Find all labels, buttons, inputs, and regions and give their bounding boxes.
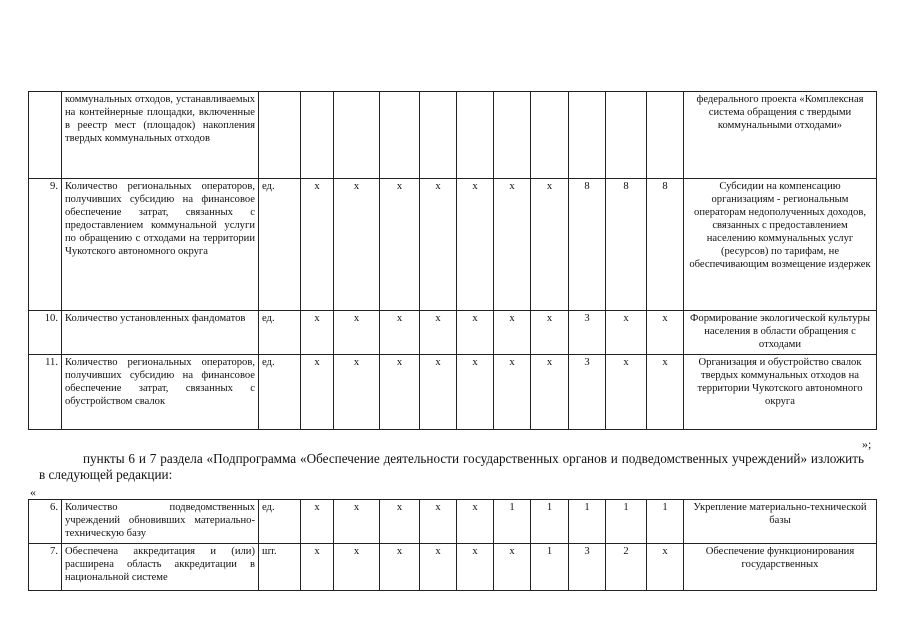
value-cell: 1 <box>531 544 569 591</box>
value-cell: х <box>606 355 647 430</box>
value-cell: х <box>494 355 531 430</box>
value-cell: х <box>494 311 531 355</box>
amendment-instruction: пункты 6 и 7 раздела «Подпрограмма «Обеспечение деятельности государственных органов и подведомственных учреждений» изложить в следующей редакции: <box>39 451 864 482</box>
indicator-description: Количество подведомственных учреждений обновивших материально-техническую базу <box>62 500 259 544</box>
table-row <box>29 544 877 591</box>
value-cell <box>494 92 531 179</box>
unit-cell: шт. <box>259 544 301 591</box>
value-cell: 8 <box>647 179 684 311</box>
unit-cell <box>259 92 301 179</box>
value-cell: х <box>420 311 457 355</box>
value-cell: х <box>420 500 457 544</box>
value-cell: х <box>420 179 457 311</box>
value-cell <box>531 92 569 179</box>
value-cell: х <box>334 500 380 544</box>
value-cell: х <box>301 500 334 544</box>
table-row <box>29 92 877 179</box>
table-row <box>29 311 877 355</box>
value-cell: х <box>301 179 334 311</box>
value-cell: 8 <box>569 179 606 311</box>
value-cell: 3 <box>569 311 606 355</box>
value-cell: 1 <box>494 500 531 544</box>
value-cell: х <box>334 179 380 311</box>
value-cell: 1 <box>647 500 684 544</box>
value-cell: х <box>457 544 494 591</box>
expected-result-cell: Укрепление материально-технической базы <box>684 500 877 544</box>
value-cell: х <box>531 179 569 311</box>
unit-cell: ед. <box>259 355 301 430</box>
unit-cell: ед. <box>259 311 301 355</box>
value-cell: х <box>647 355 684 430</box>
value-cell <box>334 92 380 179</box>
value-cell: х <box>457 355 494 430</box>
table-row <box>29 179 877 311</box>
value-cell: х <box>457 500 494 544</box>
value-cell: х <box>531 311 569 355</box>
value-cell: х <box>301 355 334 430</box>
value-cell: х <box>494 179 531 311</box>
value-cell: х <box>420 544 457 591</box>
row-number: 10. <box>29 311 62 355</box>
value-cell: 3 <box>569 355 606 430</box>
value-cell <box>301 92 334 179</box>
expected-result-cell: Организация и обустройство свалок твердых коммунальных отходов на территории Чукотского автономного округа <box>684 355 877 430</box>
value-cell: 2 <box>606 544 647 591</box>
row-number: 7. <box>29 544 62 591</box>
expected-result-cell: Формирование экологической культуры населения в области обращения с отходами <box>684 311 877 355</box>
row-number: 9. <box>29 179 62 311</box>
value-cell: х <box>647 311 684 355</box>
value-cell: х <box>457 179 494 311</box>
value-cell: х <box>606 311 647 355</box>
value-cell: х <box>420 355 457 430</box>
value-cell: х <box>380 311 420 355</box>
value-cell: х <box>380 544 420 591</box>
indicator-description: коммунальных отходов, устанавливаемых на контейнерные площадки, включенные в реестр мест (площадок) накопления твердых коммунальных отходов <box>62 92 259 179</box>
indicator-description: Обеспечена аккредитация и (или) расширена область аккредитации в национальной системе <box>62 544 259 591</box>
value-cell: х <box>457 311 494 355</box>
value-cell <box>420 92 457 179</box>
value-cell <box>647 92 684 179</box>
opening-quote: « <box>30 485 36 499</box>
indicators-table-1 <box>28 91 877 430</box>
value-cell: х <box>380 500 420 544</box>
table-row <box>29 355 877 430</box>
table-row <box>29 500 877 544</box>
indicator-description: Количество региональных операторов, получивших субсидию на финансовое обеспечение затрат, связанных с обустройством свалок <box>62 355 259 430</box>
value-cell: х <box>334 311 380 355</box>
row-number: 6. <box>29 500 62 544</box>
closing-quote: »; <box>862 437 872 451</box>
unit-cell: ед. <box>259 179 301 311</box>
expected-result-cell: федерального проекта «Комплексная система обращения с твердыми коммунальными отходами» <box>684 92 877 179</box>
value-cell: х <box>494 544 531 591</box>
expected-result-cell: Обеспечение функционирования государственных <box>684 544 877 591</box>
value-cell: 8 <box>606 179 647 311</box>
value-cell <box>380 92 420 179</box>
value-cell: х <box>301 544 334 591</box>
row-number <box>29 92 62 179</box>
indicator-description: Количество региональных операторов, получивших субсидию на финансовое обеспечение затрат, связанных с предоставлением коммунальной услуги по обращению с отходами на территории Чукотского автономного округа <box>62 179 259 311</box>
indicators-table-2 <box>28 499 877 591</box>
expected-result-cell: Субсидии на компенсацию организациям - региональным операторам недополученных доходов, связанных с предоставлением населению коммунальных услуг (ресурсов) по тарифам, не обеспечивающим возмещение издержек <box>684 179 877 311</box>
value-cell: 1 <box>569 500 606 544</box>
value-cell: х <box>334 355 380 430</box>
value-cell: х <box>380 355 420 430</box>
value-cell <box>606 92 647 179</box>
value-cell <box>457 92 494 179</box>
value-cell <box>569 92 606 179</box>
value-cell: х <box>301 311 334 355</box>
value-cell: х <box>531 355 569 430</box>
value-cell: 1 <box>606 500 647 544</box>
unit-cell: ед. <box>259 500 301 544</box>
value-cell: 3 <box>569 544 606 591</box>
value-cell: х <box>380 179 420 311</box>
row-number: 11. <box>29 355 62 430</box>
indicator-description: Количество установленных фандоматов <box>62 311 259 355</box>
value-cell: 1 <box>531 500 569 544</box>
value-cell: х <box>334 544 380 591</box>
value-cell: х <box>647 544 684 591</box>
